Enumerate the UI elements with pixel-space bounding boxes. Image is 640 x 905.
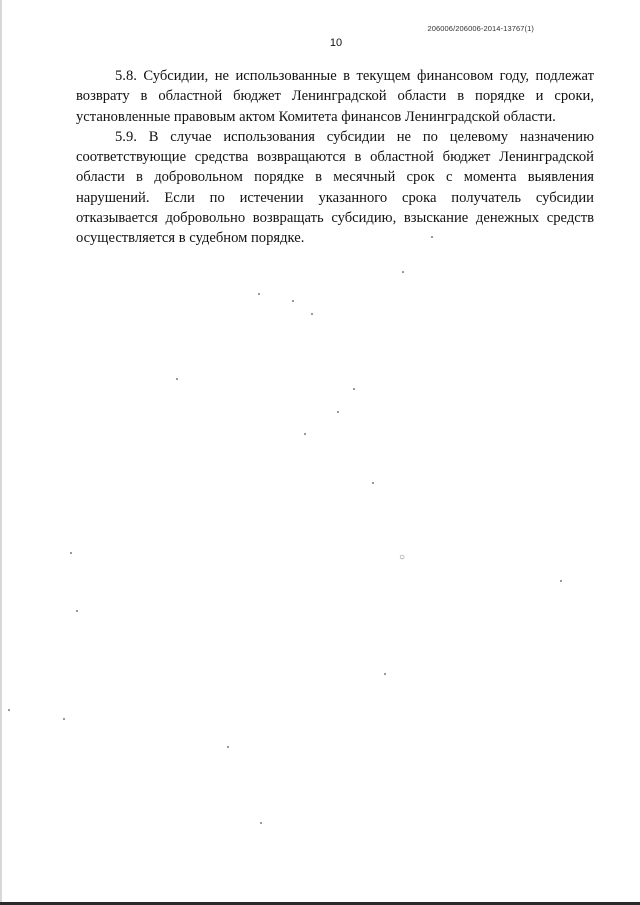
scan-edge-left [0,0,2,905]
paragraph-5-8: 5.8. Субсидии, не использованные в текущем финансовом году, подлежат возврату в областной бюджет Ленинградской области в порядке и сроки, установленные правовым актом Комитета финансов Ленинградской области. [76,68,594,125]
paragraph-5-9: 5.9. В случае использования субсидии не по целевому назначению соответствующие средства возвращаются в областной бюджет Ленинградской области в добровольном порядке в месячный срок с момента выявления нарушений. Если по истечении указанного срока получатель субсидии отказывается добровольно возвращать субсидию, взыскание денежных средств осуществляется в судебном порядке. [76,128,594,247]
document-id: 206006/206006-2014-13767(1) [427,24,534,33]
document-body [76,66,594,249]
scan-mark-icon: ○ [399,552,406,563]
page-number: 10 [329,37,343,49]
